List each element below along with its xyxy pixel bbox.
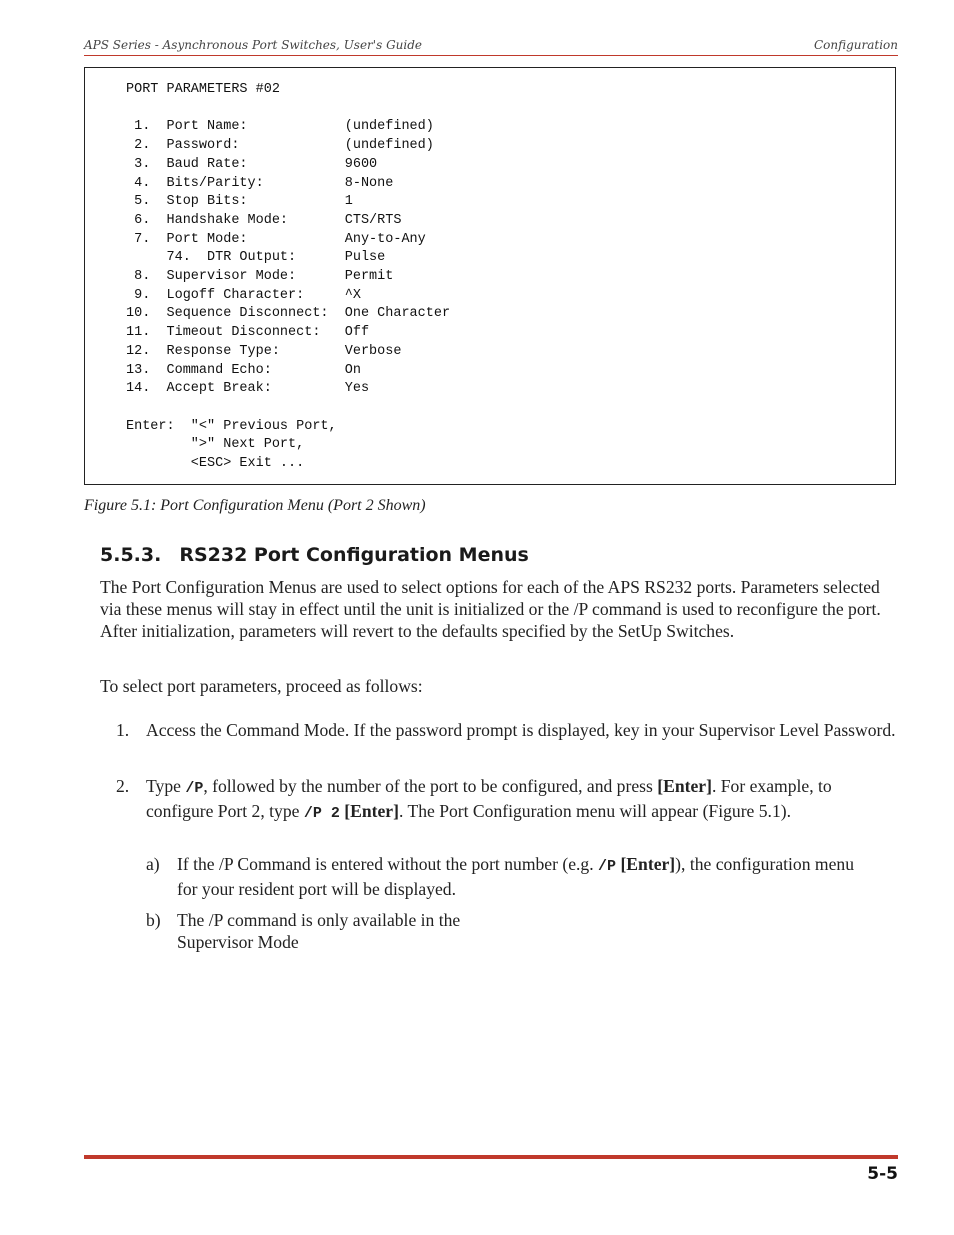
terminal-screen-figure <box>84 67 896 485</box>
list-item-text: Access the Command Mode. If the password prompt is displayed, key in your Supervisor Level Password. <box>146 720 896 740</box>
list-marker: 1. <box>116 720 130 740</box>
footer-rule <box>84 1155 898 1159</box>
terminal-line: 11. Timeout Disconnect: Off <box>126 325 370 341</box>
header-section: Configuration <box>813 38 898 52</box>
terminal-line: 8. Supervisor Mode: Permit <box>126 269 394 285</box>
terminal-line: 9. Logoff Character: ^X <box>126 287 361 303</box>
terminal-line: ">" Next Port, <box>126 437 305 453</box>
header-title: APS Series - Asynchronous Port Switches, User's Guide <box>84 38 423 52</box>
terminal-line: 1. Port Name: (undefined) <box>126 119 434 135</box>
terminal-line: Enter: "<" Previous Port, <box>126 418 337 434</box>
section-heading <box>100 544 529 566</box>
page-number: 5-5 <box>867 1164 898 1184</box>
command-text: /P <box>598 858 617 875</box>
command-text: /P <box>185 780 204 797</box>
terminal-text <box>126 81 450 474</box>
terminal-line: 6. Handshake Mode: CTS/RTS <box>126 212 402 228</box>
list-marker: b) <box>146 910 161 930</box>
figure-caption: Figure 5.1: Port Configuration Menu (Port 2 Shown) <box>84 497 426 514</box>
terminal-line: 10. Sequence Disconnect: One Character <box>126 306 451 322</box>
terminal-line: PORT PARAMETERS #02 <box>126 82 280 97</box>
terminal-line: 14. Accept Break: Yes <box>126 381 370 397</box>
terminal-line: 5. Stop Bits: 1 <box>126 194 353 210</box>
running-header <box>84 36 898 54</box>
key-label: [Enter] <box>620 854 676 874</box>
terminal-line: 12. Response Type: Verbose <box>126 343 402 359</box>
terminal-line: 4. Bits/Parity: 8-None <box>126 175 394 191</box>
header-rule <box>84 55 898 56</box>
section-title: RS232 Port Configuration Menus <box>179 544 529 566</box>
terminal-line: 2. Password: (undefined) <box>126 138 434 154</box>
list-item-text: If the /P Command is entered without the port number (e.g. /P [Enter]), the configuration menu for your resident port will be displayed. <box>177 854 854 899</box>
terminal-line: 13. Command Echo: On <box>126 362 361 378</box>
terminal-line: <ESC> Exit ... <box>126 456 305 472</box>
select-paragraph: To select port parameters, proceed as follows: <box>100 676 423 696</box>
terminal-line: 74. DTR Output: Pulse <box>126 250 386 266</box>
section-number: 5.5.3. <box>100 544 162 566</box>
terminal-line: 7. Port Mode: Any-to-Any <box>126 231 426 247</box>
intro-paragraph: The Port Configuration Menus are used to select options for each of the APS RS232 ports. Parameters selected via these menus will stay in effect until the unit is initialized or the /P command is used to reconfigure the port. After initialization, parameters will revert to the defaults specified by the SetUp Switches. <box>100 577 881 641</box>
terminal-line: 3. Baud Rate: 9600 <box>126 156 378 172</box>
key-label: [Enter] <box>344 801 399 821</box>
list-item-text: The /P command is only available in the Supervisor Mode <box>177 910 461 952</box>
list-marker: 2. <box>116 776 130 796</box>
list-item-text: Type /P, followed by the number of the port to be configured, and press [Enter]. For example, to configure Port 2, type /P 2 [Enter]. The Port Configuration menu will appear (Figure 5.1). <box>146 776 832 822</box>
list-marker: a) <box>146 854 160 874</box>
command-text: /P 2 <box>303 805 340 822</box>
key-label: [Enter] <box>657 776 712 796</box>
